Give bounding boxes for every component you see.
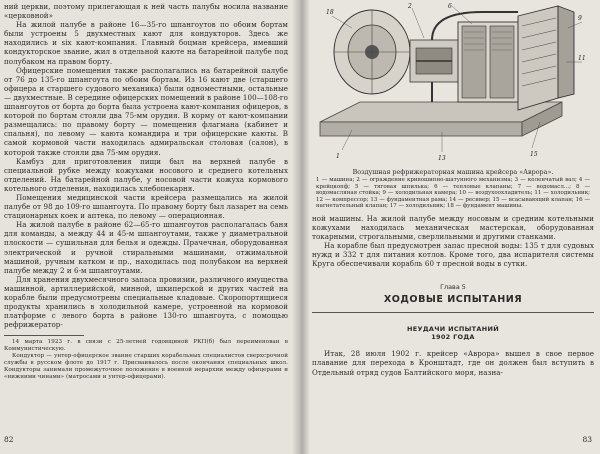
left-paragraph-2: На жилой палубе в районе 16—35-го шпангоутов по обоим бортам были устроены 5 двухместных кают для кондукторов. Здесь же находились и six кают-компания. Главный боцман крейсера, имевший кондукторское звание, жил в отдельной каюте на батарейной палубе под полубаком на правом борту. [4, 20, 288, 66]
footnote-1: 14 марта 1923 г. в связи с 25-летней годовщиной РКП(б) был переименован в Коммунистическую. [4, 339, 288, 353]
left-page [0, 0, 298, 454]
footnote-2: Кондуктор — унтер-офицерское звание старших корабельных специалистов сверхсрочной службы в русском флоте до 1917 г. Присваивалось после окончания специальных школ. Кондукторы занимали промежуточное положение в военной иерархии между офицерами и «нижними чинами» (матросами и унтер-офицерами). [4, 353, 288, 381]
svg-text:13: 13 [438, 155, 446, 162]
svg-text:1: 1 [336, 153, 340, 160]
svg-text:9: 9 [578, 15, 582, 22]
left-paragraph-4: Камбуз для приготовления пищи был на верхней палубе в специальной рубке между кожухами носового и среднего котельных отделений. На батарейной палубе, у носовой части кожуха кормового котельного отделения, находилась хлебопекарня. [4, 156, 288, 193]
left-paragraph-6: На жилой палубе в районе 62—65-го шпангоутов располагалась баня для команды, а между 44 и 45-м шпангоутами, также у диаметральной плоскости — сушильная для белья и одежды. Прачечная, оборудованная электрической и ручной стиральными машинами, отжимальной машиной, ручным катком и пр., находилась под полубаком на верхней палубе между 2 и 6-м шпангоутами. [4, 220, 288, 275]
chapter-label: Глава 5 [440, 282, 466, 291]
svg-text:2: 2 [408, 3, 412, 10]
page-number-left: 82 [4, 435, 14, 444]
refrigeration-machine-figure [312, 2, 594, 165]
svg-text:11: 11 [578, 55, 586, 62]
left-paragraph-3: Офицерские помещения также располагались на батарейной палубе от 76 до 135-го шпангоута по обоим бортам. Из 16 кают две (старшего офицера и старшего судового механика) были одноместными, остальные — двухместные. В середине офицерских помещений в районе 100—108-го шпангоутов от борта до борта была устроена кают-компания офицеров, в которой по бортам стояли два 75-мм орудия. В корму от кают-компании размещались: по правому борту — помещения флагмана (кабинет и спальня), по левому — каюта командира и три офицерские каюты. В самой кормовой части находилась адмиральская столовая (салон), в которой также стояли два 75-мм орудия. [4, 65, 288, 157]
left-paragraph-1: ний церкви, поэтому прилегающая к ней часть палубы носила название «церковной» [4, 2, 288, 21]
section-title [312, 325, 594, 342]
figure-title: Воздушная рефрижераторная машина крейсера «Аврора». [352, 168, 554, 176]
chapter-title: ХОДОВЫЕ ИСПЫТАНИЯ [312, 294, 594, 313]
left-paragraph-7: Для хранения двухмесячного запаса провизии, различного имущества машинной, артиллерийской, минной, шкиперской и других частей на корабле были предусмотрены специальные кладовые. Скоропортящиеся продукты хранились в холодильной камере, устроенной на кормовой платформе с левого борта в районе 130-го шпангоута, с помощью рефрижератор- [4, 274, 288, 330]
machine-drawing [312, 2, 594, 165]
svg-text:6: 6 [448, 3, 452, 10]
svg-text:15: 15 [530, 151, 538, 158]
footnote-rule [4, 335, 84, 336]
figure-legend: 1 — машина; 2 — ограждение кривошипно-шатунного механизма; 3 — коленчатый вал; 4 — крейцкопф; 5 — тяговая шпилька; 6 — тепловые клапаны; 7 — водомасл...; 8 — водомасляная стойка; 9 — холодильная камера; 10 — воздухоохладитель; 11 — холодильник; 12 — компрессор; 13 — фундаментная рама; 14 — ресивер; 15 — всасывающий клапан; 16 — нагнетательный клапан; 17 — холодильник; 18 — фундамент машины. [316, 177, 590, 210]
page-number-right: 83 [582, 435, 592, 444]
svg-text:18: 18 [326, 9, 334, 16]
section-title-line-2: 1902 ГОДА [431, 332, 475, 341]
left-paragraph-5: Помещения медицинской части крейсера размещались на жилой палубе от 98 до 109-го шпангоута. По правому борту был лазарет на семь стационарных коек и аптека, по левому — операционная. [4, 192, 288, 221]
right-page [298, 0, 600, 454]
right-paragraph-2: На корабле был предусмотрен запас пресной воды: 135 т для судовых нужд и 332 т для питания котлов. Кроме того, два испарителя системы Круга обеспечивали корабль 60 т пресной воды в сутки. [312, 241, 594, 269]
right-paragraph-1: ной машины. На жилой палубе между носовым и средним котельными кожухами находилась механическая мастерская, оборудованная токарными, строгальными, сверлильными и другими станками. [312, 213, 594, 242]
right-paragraph-3: Итак, 28 июля 1902 г. крейсер «Аврора» вышел в свое первое плавание для перехода в Кронштадт, где он должен был вступить в Отдельный отряд судов Балтийского моря, назна- [312, 349, 594, 377]
section-title-line-1: НЕУДАЧИ ИСПЫТАНИЙ [407, 324, 499, 333]
